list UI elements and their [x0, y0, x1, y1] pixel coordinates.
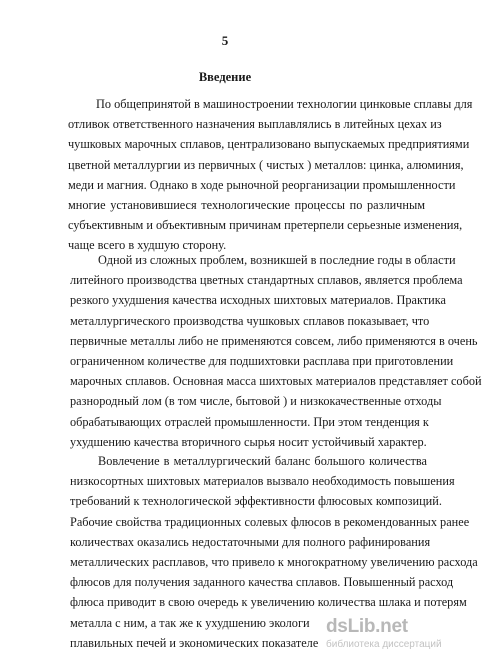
text-line: первичные металлы либо не применяются совсем, либо применяются в очень [70, 333, 478, 348]
text-line: требований к технологической эффективности флюсовых композиций. [70, 494, 442, 509]
text-line: низкосортных шихтовых материалов вызвало необходимость повышения [70, 474, 455, 489]
text-line: флюса приводит в свою очередь к увеличению количества шлака и потерям [70, 595, 467, 610]
text-line: многие установившиеся технологические процессы по различным [68, 198, 425, 213]
text-line: отливок ответственного назначения выплавлялись в литейных цехах из [68, 117, 442, 132]
text-line: флюсов для получения заданного качества сплавов. Повышенный расход [70, 575, 454, 590]
text-line: цветной металлургии из первичных ( чистых ) металлов: цинка, алюминия, [68, 157, 464, 172]
watermark-caption: библиотека диссертаций [326, 639, 442, 650]
text-line: субъективным и объективным причинам претерпели серьезные изменения, [68, 218, 463, 233]
text-line: чушковых марочных сплавов, централизовано выпускаемых предприятиями [68, 137, 470, 152]
text-line: резкого ухудшения качества исходных шихтовых материалов. Практика [70, 293, 446, 308]
watermark-logo: dsLib.net [326, 616, 408, 637]
text-line: разнородный лом (в том числе, бытовой ) и низкокачественные отходы [70, 394, 442, 409]
text-line: ограниченном количестве для подшихтовки расплава при приготовлении [70, 354, 454, 369]
site-watermark [318, 613, 450, 657]
text-line: металла с ним, а так же к ухудшению экологи [70, 615, 310, 630]
paragraph-1 [68, 94, 473, 256]
text-line: плавильных печей и экономических показателе [70, 635, 319, 650]
page-number: 5 [221, 33, 229, 48]
text-line: меди и магния. Однако в ходе рыночной реорганизации промышленности [68, 177, 456, 192]
text-line: Одной из сложных проблем, возникшей в последние годы в области [98, 253, 456, 267]
text-line: металлургического производства чушковых сплавов показывает, что [70, 313, 430, 328]
text-line: литейного производства цветных стандартных сплавов, является проблема [70, 273, 463, 288]
text-line: количествах оказались недостаточными для полного рафинирования [70, 534, 431, 549]
text-line: По общепринятой в машиностроении технологии цинковые сплавы для [96, 97, 473, 111]
text-line: металлических расплавов, что привело к многократному увеличению расхода [70, 555, 478, 570]
text-line: Рабочие свойства традиционных солевых флюсов в рекомендованных ранее [70, 514, 470, 529]
text-line: марочных сплавов. Основная масса шихтовых материалов представляет собой [70, 374, 482, 389]
text-line: ухудшению качества вторичного сырья носит устойчивый характер. [70, 434, 427, 449]
text-line: чаще всего в худшую сторону. [68, 238, 227, 253]
paragraph-2 [70, 250, 482, 452]
section-heading: Введение [198, 70, 252, 84]
text-line: обрабатывающих отраслей промышленности. При этом тенденция к [70, 414, 429, 429]
text-line: Вовлечение в металлургический баланс большого количества [98, 454, 427, 468]
